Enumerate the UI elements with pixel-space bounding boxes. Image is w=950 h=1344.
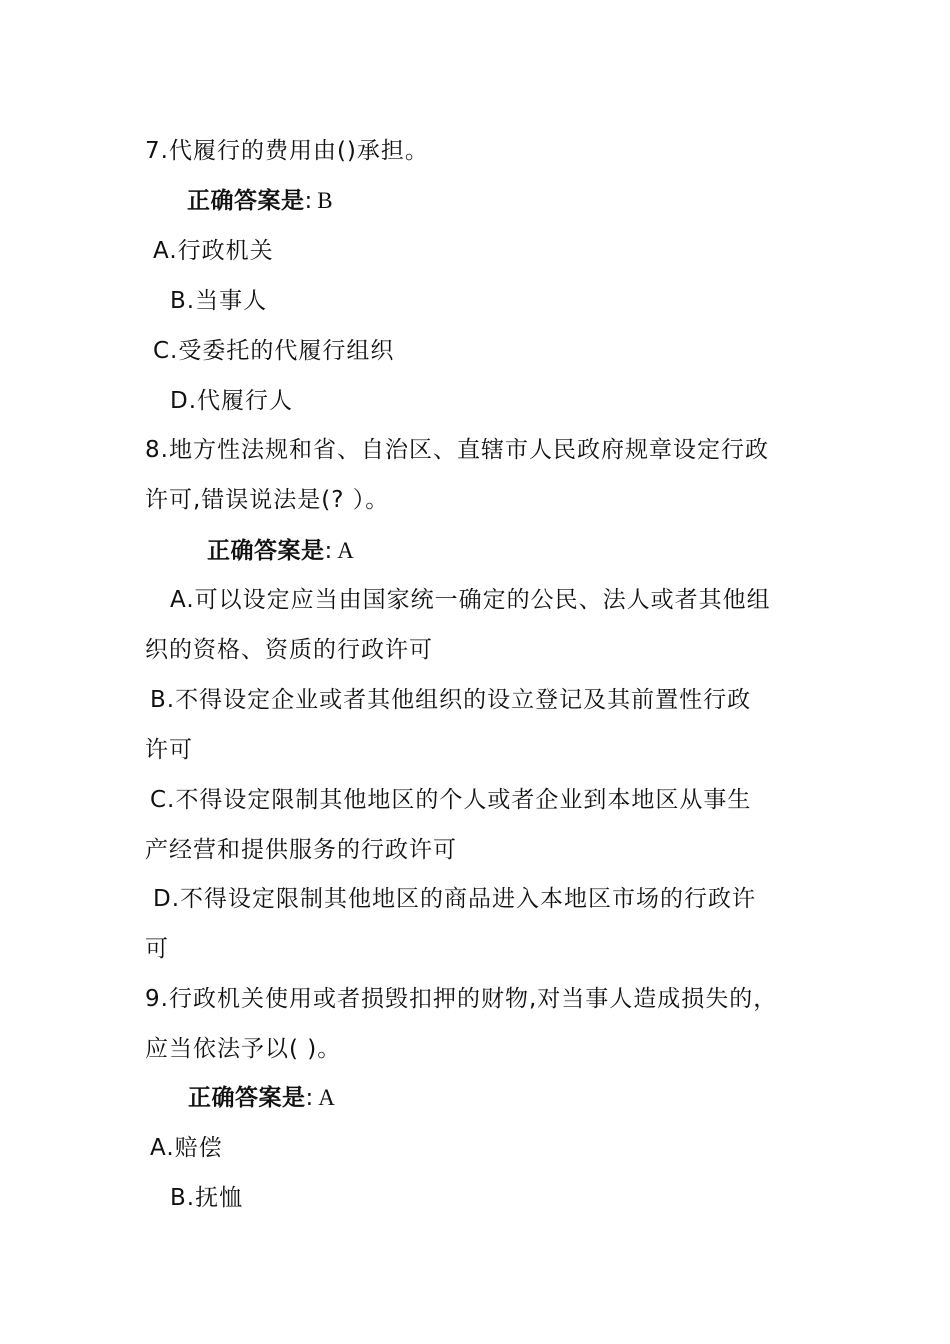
question-stem-line: 应当依法予以( )。: [145, 1036, 342, 1062]
question-8-option-c-line-1: [150, 785, 751, 815]
option-line: A.可以设定应当由国家统一确定的公民、法人或者其他组: [170, 587, 771, 613]
question-stem-line: 8.地方性法规和省、自治区、直辖市人民政府规章设定行政: [145, 437, 769, 463]
answer-value: B: [317, 188, 334, 213]
question-7-option-d: [170, 386, 293, 416]
question-8-stem-line-2: [145, 485, 389, 515]
question-8-answer: [207, 536, 355, 566]
option-line: D.代履行人: [170, 388, 294, 414]
question-9-answer: [188, 1083, 336, 1113]
answer-separator: :: [324, 538, 334, 564]
option-line: C.不得设定限制其他地区的个人或者企业到本地区从事生: [150, 787, 752, 813]
option-line: 织的资格、资质的行政许可: [145, 637, 433, 663]
question-7-option-a: [153, 236, 274, 266]
option-line: D.不得设定限制其他地区的商品进入本地区市场的行政许: [153, 886, 757, 912]
question-stem-line: 7.代履行的费用由()承担。: [145, 138, 429, 164]
question-9-stem-line-2: [145, 1034, 341, 1064]
question-8-option-b-line-2: [145, 735, 193, 765]
option-line: B.当事人: [170, 288, 268, 314]
question-8-option-b-line-1: [150, 685, 751, 715]
question-stem-line: 9.行政机关使用或者损毁扣押的财物,对当事人造成损失的，: [145, 986, 778, 1012]
answer-label: 正确答案是: [207, 538, 325, 564]
option-line: 许可: [145, 737, 193, 763]
question-9-stem-line-1: [145, 984, 777, 1014]
question-stem-line: 许可,错误说法是(? ）。: [145, 487, 390, 513]
question-8-stem-line-1: [145, 435, 769, 465]
question-7-option-c: [153, 336, 394, 366]
option-line: B.不得设定企业或者其他组织的设立登记及其前置性行政: [150, 687, 752, 713]
answer-label: 正确答案是: [188, 1085, 306, 1111]
question-8-option-a-line-1: [170, 585, 771, 615]
question-7-stem: [145, 136, 429, 166]
answer-label: 正确答案是: [187, 188, 305, 214]
answer-value: A: [318, 1085, 336, 1110]
answer-separator: :: [305, 1085, 315, 1111]
option-line: B.抚恤: [170, 1185, 244, 1211]
option-line: 可: [145, 936, 169, 962]
question-8-option-d-line-2: [145, 934, 169, 964]
question-8-option-d-line-1: [153, 884, 756, 914]
option-line: 产经营和提供服务的行政许可: [145, 837, 457, 863]
question-7-option-b: [170, 286, 267, 316]
question-9-option-b: [170, 1183, 243, 1213]
option-line: A.赔偿: [150, 1135, 223, 1161]
question-7-answer: [187, 186, 334, 216]
option-line: C.受委托的代履行组织: [153, 338, 395, 364]
question-8-option-c-line-2: [145, 835, 457, 865]
question-8-option-a-line-2: [145, 635, 433, 665]
question-9-option-a: [150, 1133, 223, 1163]
option-line: A.行政机关: [153, 238, 274, 264]
answer-separator: :: [304, 188, 314, 214]
answer-value: A: [337, 538, 355, 563]
